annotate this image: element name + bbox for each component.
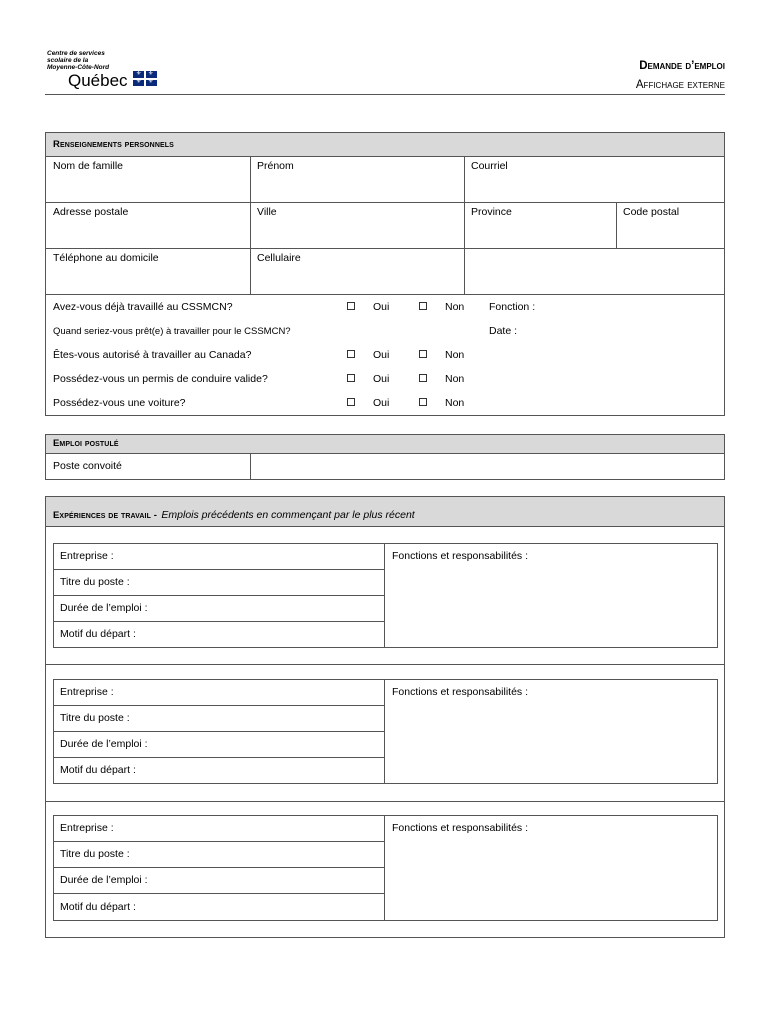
checkbox-worked-oui[interactable] [347,302,355,310]
label-oui: Oui [373,397,390,409]
job-section-header [46,435,724,454]
field-province[interactable]: Province [471,206,512,218]
exp3-entreprise[interactable]: Entreprise : [60,822,114,834]
exp1-motif[interactable]: Motif du départ : [60,628,136,640]
checkbox-license-non[interactable] [419,374,427,382]
field-cell[interactable]: Cellulaire [257,252,301,264]
label-non: Non [445,397,465,409]
question-authorized-canada: Êtes-vous autorisé à travailler au Canada? [53,349,252,361]
exp2-entreprise[interactable]: Entreprise : [60,686,114,698]
checkbox-car-oui[interactable] [347,398,355,406]
experience-section-title: Expériences de travail - [53,510,157,521]
exp1-fonctions[interactable]: Fonctions et responsabilités : [392,550,528,562]
question-availability: Quand seriez-vous prêt(e) à travailler pour le CSSMCN? [53,326,291,337]
field-city[interactable]: Ville [257,206,277,218]
quebec-logo-text: Québec [68,71,128,90]
field-poste-convoite: Poste convoité [53,460,122,472]
exp2-titre-poste[interactable]: Titre du poste : [60,712,130,724]
poste-convoite-input[interactable] [252,455,724,479]
exp2-motif[interactable]: Motif du départ : [60,764,136,776]
field-fonction[interactable]: Fonction : [489,301,536,313]
exp3-motif[interactable]: Motif du départ : [60,901,136,913]
personal-section-title: Renseignements personnels [53,139,174,150]
field-home-phone[interactable]: Téléphone au domicile [53,252,159,264]
org-name-lines [47,50,109,71]
checkbox-authorized-non[interactable] [419,350,427,358]
checkbox-worked-non[interactable] [419,302,427,310]
exp1-titre-poste[interactable]: Titre du poste : [60,576,130,588]
org-line-2: scolaire de la [47,57,89,64]
question-worked-before: Avez-vous déjà travaillé au CSSMCN? [53,301,233,313]
label-non: Non [445,301,465,313]
org-line-1: Centre de services [47,50,105,57]
field-date[interactable]: Date : [489,325,518,337]
label-non: Non [445,349,465,361]
job-section-title: Emploi postulé [53,438,119,449]
exp3-titre-poste[interactable]: Titre du poste : [60,848,130,860]
field-address[interactable]: Adresse postale [53,206,129,218]
label-non: Non [445,373,465,385]
org-line-3: Moyenne-Côte-Nord [47,64,110,71]
quebec-flag-icon: ⚜ ⚜ ⚜ ⚜ [133,71,157,86]
exp1-entreprise[interactable]: Entreprise : [60,550,114,562]
checkbox-car-non[interactable] [419,398,427,406]
form-subtitle: Affichage externe [635,79,725,91]
checkbox-authorized-oui[interactable] [347,350,355,358]
label-oui: Oui [373,349,390,361]
experience-block-3 [53,815,718,921]
field-last-name[interactable]: Nom de famille [53,160,124,172]
exp1-duree[interactable]: Durée de l’emploi : [60,602,148,614]
field-postal-code[interactable]: Code postal [623,206,680,218]
header-divider [45,94,725,95]
checkbox-license-oui[interactable] [347,374,355,382]
exp3-fonctions[interactable]: Fonctions et responsabilités : [392,822,528,834]
exp3-duree[interactable]: Durée de l’emploi : [60,874,148,886]
experience-section-subtitle: Emplois précédents en commençant par le plus récent [161,509,415,521]
exp2-fonctions[interactable]: Fonctions et responsabilités : [392,686,528,698]
experience-section-heading [53,505,415,523]
field-email[interactable]: Courriel [471,160,508,172]
exp2-duree[interactable]: Durée de l’emploi : [60,738,148,750]
label-oui: Oui [373,373,390,385]
question-car: Possédez-vous une voiture? [53,397,186,409]
question-drivers-license: Possédez-vous un permis de conduire valide? [53,373,268,385]
field-first-name[interactable]: Prénom [257,160,294,172]
form-title: Demande d’emploi [639,60,725,72]
label-oui: Oui [373,301,390,313]
